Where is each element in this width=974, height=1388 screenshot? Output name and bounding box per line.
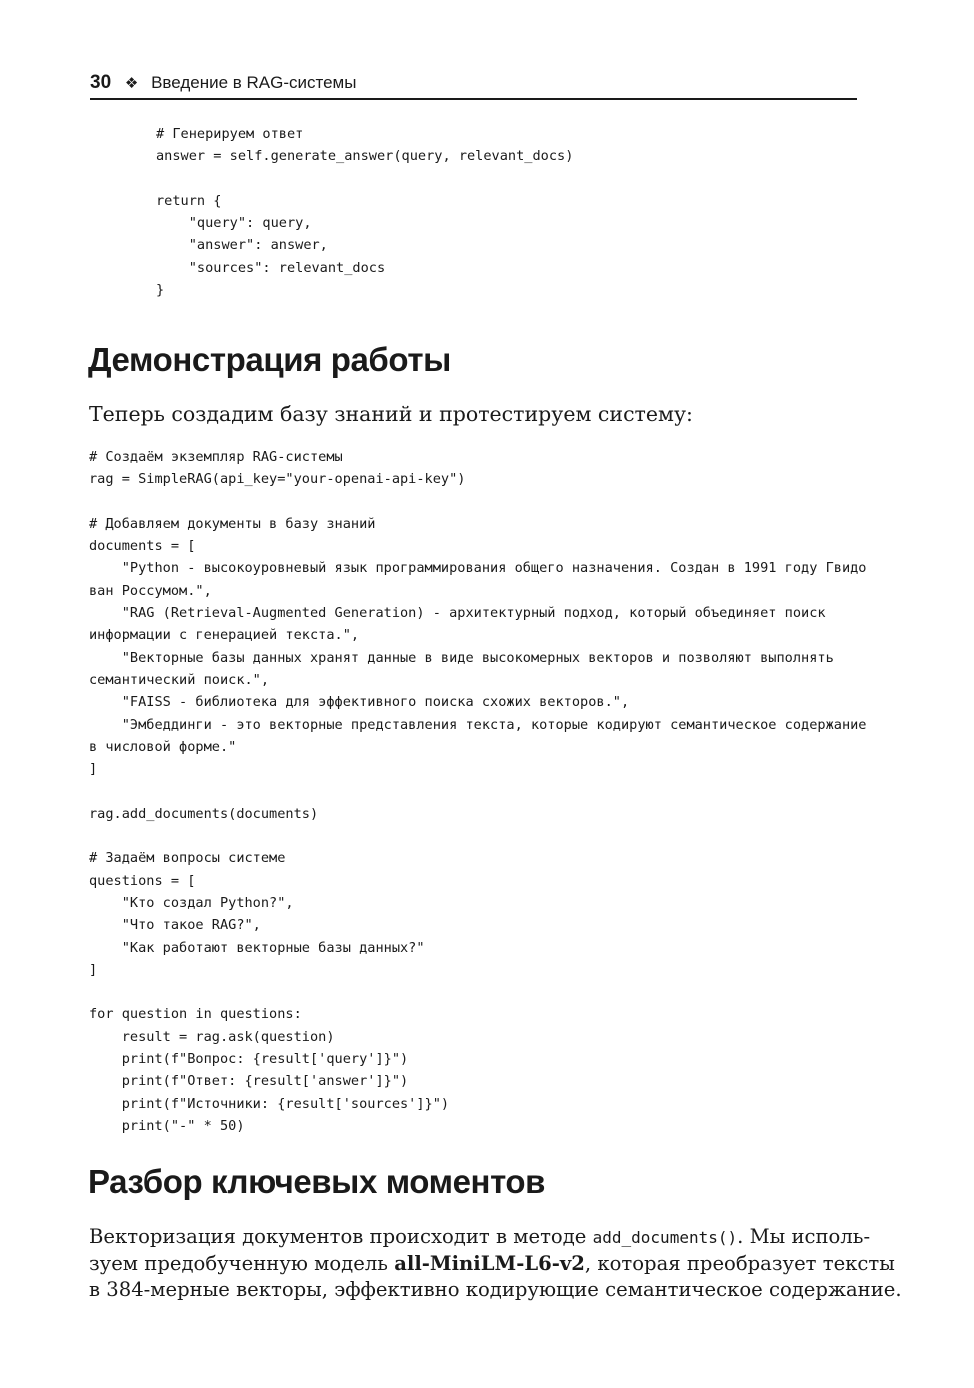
code-line: "Что такое RAG?", [89,917,261,934]
code-line: "Python - высокоуровневый язык программирования общего назначения. Создан в 1991 году Гвидо [89,560,867,577]
ornament-icon: ❖ [124,75,139,92]
code-block-return [156,123,573,301]
code-line: # Задаём вопросы системе [89,850,286,867]
code-line: for question in questions: [89,1006,302,1023]
code-line: "Эмбеддинги - это векторные представления текста, которые кодируют семантическое содержание [89,716,867,733]
code-line: # Генерируем ответ [156,126,304,142]
code-line: "FAISS - библиотека для эффективного поиска схожих векторов.", [89,694,630,711]
code-line [89,825,867,847]
code-line: result = rag.ask(question) [89,1028,335,1045]
code-line: "Кто создал Python?", [89,894,294,911]
paragraph-text: . Мы исполь- [737,1225,871,1248]
code-line: "sources": relevant_docs [156,259,386,276]
code-line: "answer": answer, [156,237,328,254]
code-line [89,491,867,513]
code-line: documents = [ [89,538,196,555]
code-line: "Как работают векторные базы данных?" [89,939,425,956]
code-block-demo [89,446,867,1137]
code-line: print("-" * 50) [89,1117,245,1134]
paragraph-line: в 384-мерные векторы, эффективно кодирующие семантическое содержание. [89,1278,902,1301]
paragraph-line [89,1224,871,1251]
code-line: "RAG (Retrieval-Augmented Generation) - архитектурный подход, который объединяет поиск [89,605,826,622]
inline-code: add_documents() [592,1228,738,1247]
running-head [90,70,857,100]
code-line: "query": query, [156,215,312,232]
paragraph-line [89,1251,895,1277]
code-line: questions = [ [89,872,196,889]
code-line: answer = self.generate_answer(query, relevant_docs) [156,148,574,165]
paragraph-text: Векторизация документов происходит в методе [89,1225,593,1248]
paragraph-text: зуем предобученную модель [89,1252,395,1275]
paragraph-text: , которая преобразует тексты [584,1252,895,1275]
code-line: rag.add_documents(documents) [89,805,319,822]
model-name: all-MiniLM-L6-v2 [394,1252,585,1275]
code-line: "Векторные базы данных хранят данные в виде высокомерных векторов и позволяют выполнять [89,649,834,666]
chapter-title: Введение в RAG-системы [151,73,357,92]
code-line: семантический поиск.", [89,671,270,688]
section-heading-demo: Демонстрация работы [88,341,451,378]
code-line: print(f"Вопрос: {result['query']}") [89,1051,409,1068]
explanation-paragraph [89,1224,902,1303]
code-line [156,168,573,190]
code-line: ] [89,961,98,978]
page-number: 30 [90,72,112,93]
intro-paragraph: Теперь создадим базу знаний и протестируем систему: [89,402,693,426]
code-line [89,981,867,1003]
code-line: return { [156,192,222,209]
code-line: ван Россумом.", [89,582,212,599]
code-line: ] [89,761,98,778]
code-line: } [156,282,165,299]
code-line: # Создаём экземпляр RAG-системы [89,449,343,465]
code-line: в числовой форме." [89,738,237,755]
code-line: print(f"Источники: {result['sources']}") [89,1095,450,1112]
code-line: print(f"Ответ: {result['answer']}") [89,1073,409,1090]
code-line: информации с генерацией текста.", [89,627,360,644]
code-line: # Добавляем документы в базу знаний [89,515,376,532]
code-line: rag = SimpleRAG(api_key="your-openai-api-key") [89,471,466,488]
code-line [89,780,867,802]
section-heading-key-points: Разбор ключевых моментов [88,1163,546,1200]
